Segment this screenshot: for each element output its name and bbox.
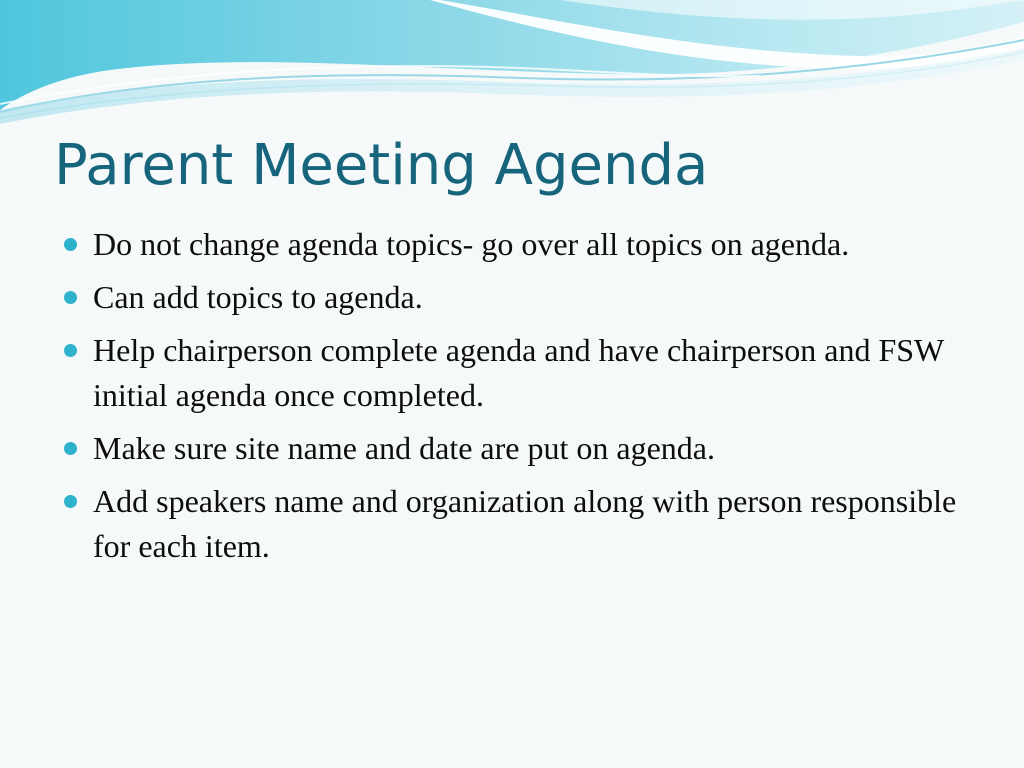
bullet-text: Do not change agenda topics- go over all topics on agenda. (93, 226, 850, 262)
bullet-item (64, 479, 964, 569)
bullet-dot-icon (64, 344, 77, 357)
header-wave-decoration (0, 0, 1024, 130)
bullet-text: Can add topics to agenda. (93, 279, 423, 315)
bullet-dot-icon (64, 495, 77, 508)
bullet-item (64, 275, 964, 320)
bullet-text: Help chairperson complete agenda and have chairperson and FSW initial agenda once completed. (93, 332, 944, 413)
bullet-item (64, 222, 964, 267)
bullet-dot-icon (64, 442, 77, 455)
bullet-text: Make sure site name and date are put on agenda. (93, 430, 715, 466)
bullet-list (64, 222, 964, 577)
bullet-dot-icon (64, 238, 77, 251)
bullet-dot-icon (64, 291, 77, 304)
bullet-item (64, 328, 964, 418)
bullet-text: Add speakers name and organization along with person responsible for each item. (93, 483, 957, 564)
bullet-item (64, 426, 964, 471)
slide-title: Parent Meeting Agenda (54, 133, 709, 198)
